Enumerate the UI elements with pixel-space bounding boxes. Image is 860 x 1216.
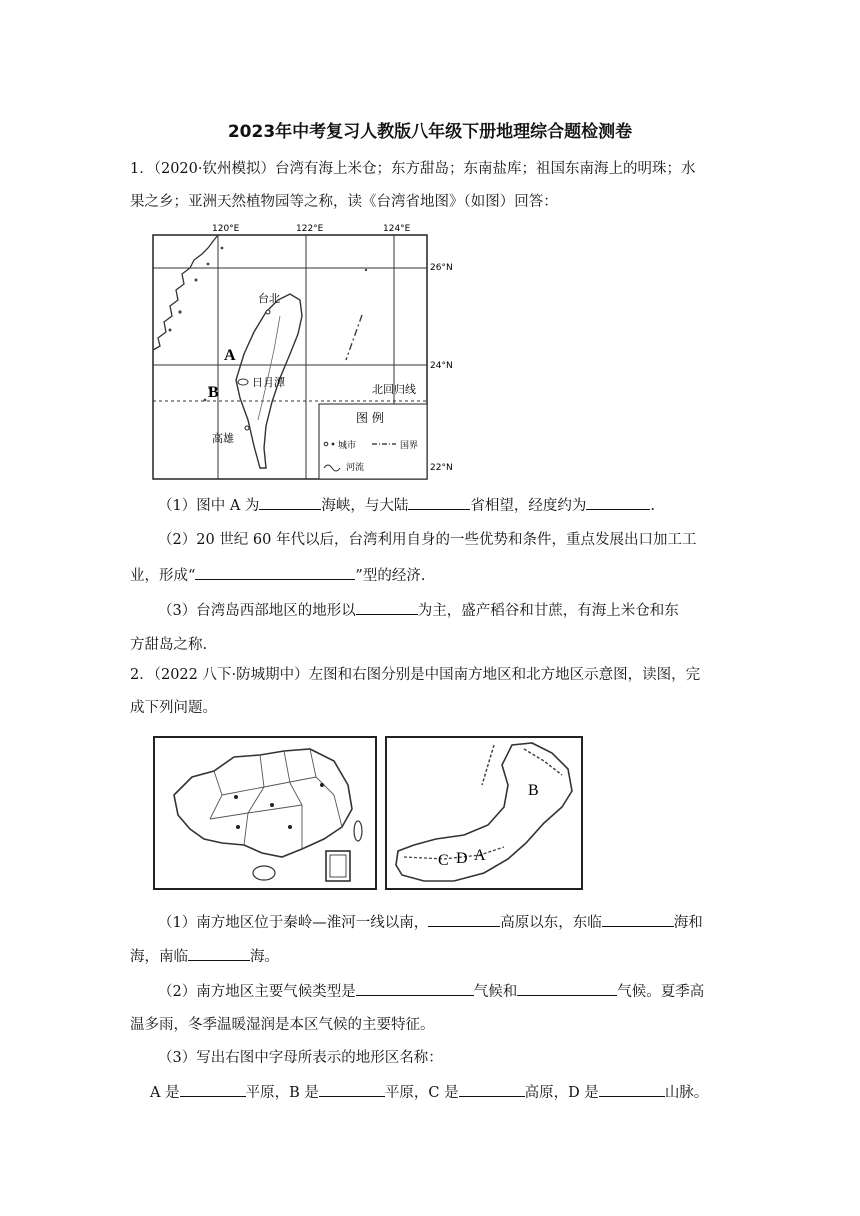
q1-stem-line1: 1．（2020·钦州模拟）台湾有海上米仓；东方甜岛；东南盐库；祖国东南海上的明珠；水 (130, 161, 696, 177)
q1-stem-line2: 果之乡；亚洲天然植物园等之称，读《台湾省地图》（如图）回答： (130, 194, 558, 210)
map-letter-a: A (224, 347, 236, 364)
map-letter-c: C (438, 852, 449, 869)
map-letter-b: B (528, 782, 539, 799)
answer-blank (408, 493, 470, 510)
q2-sub3-line1: （3）写出右图中字母所表示的地形区名称： (158, 1050, 443, 1066)
map-letter-b: B (208, 384, 219, 401)
map-letter-d: D (456, 850, 468, 867)
q1-sub3-line1: （3）台湾岛西部地区的地形以 为主，盛产稻谷和甘蔗，有海上米仓和东 (158, 598, 736, 623)
answer-blank (356, 598, 418, 615)
lon-label-124: 124°E (383, 224, 411, 234)
q2-sub1-line1: （1）南方地区位于秦岭—淮河一线以南， 高原以东，东临 海和 (158, 910, 736, 935)
lat-label-26: 26°N (430, 263, 453, 273)
answer-blank (356, 979, 474, 996)
answer-blank (599, 1080, 665, 1097)
answer-blank (459, 1080, 525, 1097)
q1-sub2-line1: （2）20 世纪 60 年代以后，台湾利用自身的一些优势和条件，重点发展出口加工工 (158, 532, 697, 548)
legend-border: 国界 (400, 441, 419, 451)
lon-label-122: 122°E (296, 224, 324, 234)
answer-blank (428, 910, 500, 927)
answer-blank (180, 1080, 246, 1097)
north-china-map (384, 735, 584, 891)
q2-sub2-line2: 温多雨，冬季温暖湿润是本区气候的主要特征。 (130, 1017, 435, 1033)
answer-blank (188, 944, 250, 961)
lat-label-22: 22°N (430, 463, 453, 473)
city-label-kaohsiung: 高雄 (212, 432, 234, 445)
q2-sub1-line2: 海，南临 海。 (130, 944, 736, 969)
legend-title: 图 例 (356, 411, 384, 425)
answer-blank (195, 563, 355, 580)
answer-blank (517, 979, 617, 996)
answer-blank (586, 493, 650, 510)
lat-label-24: 24°N (430, 361, 453, 371)
q2-sub2-line1: （2）南方地区主要气候类型是 气候和 气候。夏季高 (158, 979, 736, 1004)
answer-blank (319, 1080, 385, 1097)
q1-sub1: （1）图中 A 为 海峡，与大陆 省相望，经度约为 . (158, 493, 736, 518)
lon-label-120: 120°E (212, 224, 240, 234)
q1-sub3-line2: 方甜岛之称. (130, 637, 208, 653)
q2-stem-line1: 2．（2022 八下·防城期中）左图和右图分别是中国南方地区和北方地区示意图，读图，完 (130, 667, 701, 683)
lake-label: 日月潭 (252, 376, 285, 389)
taiwan-map (150, 220, 460, 482)
q2-sub3-line2: A 是 平原，B 是 平原，C 是 高原，D 是 山脉。 (150, 1080, 740, 1105)
legend-river: 河流 (346, 463, 365, 473)
legend-city: 城市 (338, 441, 357, 451)
city-label-taipei: 台北 (258, 292, 280, 305)
page-title: 2023年中考复习人教版八年级下册地理综合题检测卷 (227, 122, 633, 142)
tropic-label: 北回归线 (372, 383, 416, 396)
q1-sub2-line2: 业，形成“ ”型的经济. (130, 563, 736, 588)
south-china-map (152, 735, 378, 891)
q2-stem-line2: 成下列问题。 (130, 700, 217, 716)
answer-blank (259, 493, 321, 510)
map-letter-a: A (474, 847, 486, 864)
answer-blank (602, 910, 674, 927)
